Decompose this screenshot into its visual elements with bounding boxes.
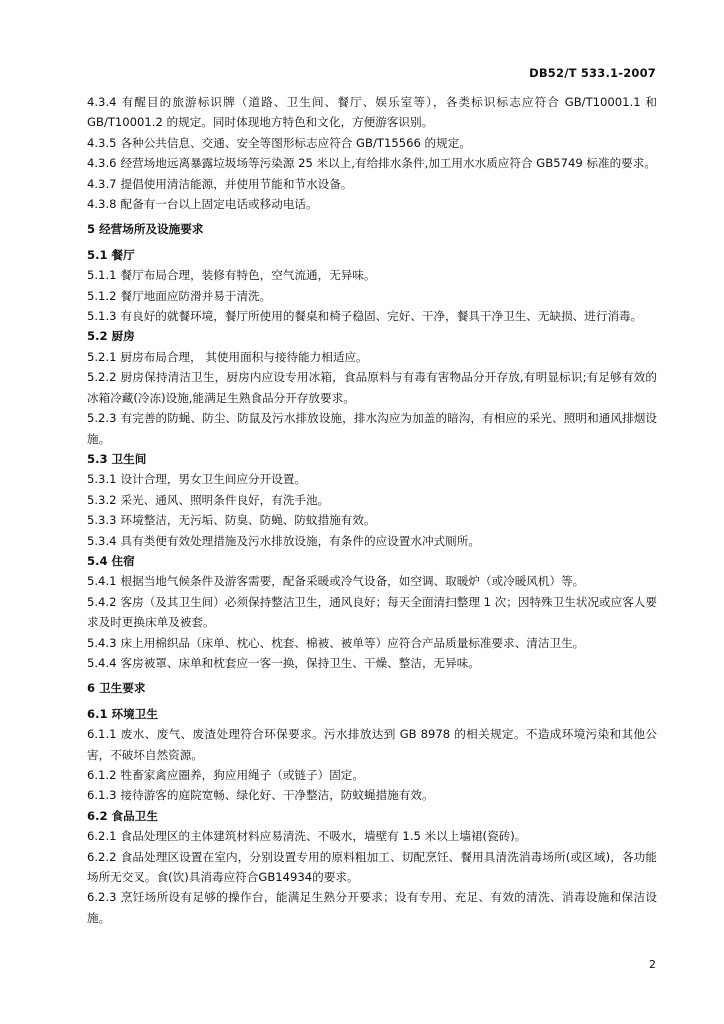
clause-paragraph — [87, 133, 657, 153]
clause-number: 4.3.5 — [87, 135, 117, 150]
clause-paragraph — [87, 653, 657, 673]
clause-number: 6.2.1 — [87, 829, 117, 844]
clause-number: 5.1.3 — [87, 309, 117, 324]
clause-number: 5.3.2 — [87, 492, 117, 507]
clause-text: 食品卫生 — [111, 808, 158, 823]
clause-number: 6 — [87, 681, 96, 696]
clause-number: 5.3.3 — [87, 513, 117, 528]
clause-number: 5.1.1 — [87, 268, 117, 283]
clause-paragraph — [87, 306, 657, 326]
subsection-heading — [87, 326, 657, 346]
clause-text: 餐厅布局合理，装修有特色，空气流通，无异味。 — [120, 268, 376, 283]
clause-number: 5.4.4 — [87, 655, 117, 670]
clause-text: 牲畜家禽应圈养，狗应用绳子（或链子）固定。 — [120, 768, 364, 782]
clause-paragraph — [87, 826, 657, 846]
clause-number: 5 — [87, 222, 96, 237]
section-heading — [87, 678, 657, 698]
clause-text: 厨房布局合理， 其使用面积与接待能力相适应。 — [120, 349, 368, 364]
clause-number: 4.3.4 — [87, 95, 117, 109]
subsection-heading — [87, 245, 657, 265]
clause-text: 各种公共信息、交通、安全等图形标志应符合 GB/T15566 的规定。 — [120, 135, 471, 150]
clause-number: 5.4.2 — [87, 594, 117, 609]
page-number: 2 — [649, 958, 656, 971]
section-heading — [87, 219, 657, 239]
clause-number: 6.1.2 — [87, 768, 117, 782]
clause-paragraph — [87, 490, 657, 510]
standard-code: DB52/T 533.1-2007 — [529, 66, 656, 80]
clause-number: 6.1.3 — [87, 788, 117, 803]
clause-number: 5.2 — [87, 329, 108, 344]
clause-text: 有完善的防蝇、防尘、防鼠及污水排放设施，排水沟应为加盖的暗沟，有相应的采光、照明和通风排烟设施。 — [87, 411, 657, 446]
clause-number: 5.4 — [87, 553, 108, 568]
clause-paragraph — [87, 194, 657, 214]
clause-text: 经营场所及设施要求 — [99, 222, 204, 237]
clause-text: 废水、废气、废渣处理符合环保要求。污水排放达到 GB 8978 的相关规定。不造成环境污染和其他公害，不破坏自然资源。 — [87, 727, 657, 762]
clause-number: 6.2.3 — [87, 890, 117, 905]
subsection-heading — [87, 449, 657, 469]
clause-text: 食品处理区设置在室内，分别设置专用的原料粗加工、切配烹饪、餐用具清洗消毒场所(或区域)，各功能场所无交叉。食(饮)具消毒应符合GB14934的要求。 — [87, 849, 657, 885]
clause-number: 5.4.1 — [87, 574, 117, 589]
clause-text: 有良好的就餐环境，餐厅所使用的餐桌和椅子稳固、完好、干净，餐具干净卫生、无缺损、进行消毒。 — [120, 309, 643, 324]
clause-number: 5.3 — [87, 451, 108, 466]
clause-number: 6.2 — [87, 808, 108, 823]
clause-paragraph — [87, 408, 657, 449]
clause-paragraph — [87, 347, 657, 367]
clause-number: 5.3.1 — [87, 472, 117, 487]
clause-number: 4.3.7 — [87, 176, 117, 191]
clause-paragraph — [87, 265, 657, 285]
clause-number: 5.2.1 — [87, 349, 117, 364]
clause-text: 餐厅地面应防滑并易于清洗。 — [120, 288, 272, 303]
clause-number: 5.1.2 — [87, 288, 117, 303]
clause-paragraph — [87, 510, 657, 530]
clause-paragraph — [87, 153, 657, 173]
clause-text: 经营场地远离暴露垃圾场等污染源 25 米以上,有给排水条件,加工用水水质应符合 GB5749 标准的要求。 — [120, 156, 656, 171]
subsection-heading — [87, 806, 657, 826]
clause-paragraph — [87, 571, 657, 591]
clause-text: 环境卫生 — [111, 706, 158, 721]
clause-text: 卫生要求 — [99, 681, 146, 696]
clause-text: 接待游客的庭院宽畅、绿化好、干净整洁，防蚊蝇措施有效。 — [120, 788, 434, 803]
clause-number: 5.1 — [87, 247, 108, 262]
clause-paragraph — [87, 724, 657, 765]
clause-paragraph — [87, 286, 657, 306]
clause-number: 5.4.3 — [87, 635, 117, 650]
clause-text: 有醒目的旅游标识牌（道路、卫生间、餐厅、娱乐室等），各类标识标志应符合 GB/T10001.1 和 GB/T10001.2 的规定。同时体现地方特色和文化，方便游客识别。 — [87, 95, 657, 130]
clause-paragraph — [87, 469, 657, 489]
clause-paragraph — [87, 174, 657, 194]
clause-paragraph — [87, 633, 657, 653]
clause-paragraph — [87, 765, 657, 785]
clause-number: 5.3.4 — [87, 533, 117, 548]
clause-number: 6.1.1 — [87, 727, 117, 742]
clause-paragraph — [87, 367, 657, 408]
clause-text: 根据当地气候条件及游客需要，配备采暖或冷气设备，如空调、取暖炉（或冷暖风机）等。 — [120, 574, 585, 589]
clause-text: 具有类便有效处理措施及污水排放设施，有条件的应设置水冲式厕所。 — [120, 533, 480, 548]
subsection-heading — [87, 551, 657, 571]
clause-text: 厨房 — [111, 329, 135, 344]
clause-number: 6.1 — [87, 706, 108, 721]
clause-paragraph — [87, 592, 657, 633]
clause-text: 设计合理，男女卫生间应分开设置。 — [120, 472, 307, 487]
clause-text: 配备有一台以上固定电话或移动电话。 — [120, 197, 318, 212]
clause-text: 卫生间 — [111, 451, 147, 466]
clause-paragraph — [87, 531, 657, 551]
clause-text: 环境整洁，无污垢、防臭、防蝇、防蚊措施有效。 — [120, 513, 376, 528]
clause-number: 4.3.8 — [87, 197, 117, 212]
clause-paragraph — [87, 92, 657, 133]
clause-text: 客房被罩、床单和枕套应一客一换，保持卫生、干燥、整洁，无异味。 — [120, 655, 480, 670]
clause-text: 提倡使用清洁能源，并使用节能和节水设备。 — [120, 176, 353, 191]
clause-paragraph — [87, 785, 657, 805]
subsection-heading — [87, 704, 657, 724]
clause-number: 5.2.2 — [87, 370, 117, 385]
clause-text: 床上用棉织品（床单、枕心、枕套、棉被、被单等）应符合产品质量标准要求、清洁卫生。 — [120, 635, 585, 650]
clause-text: 烹饪场所设有足够的操作台，能满足生熟分开要求；设有专用、充足、有效的清洗、消毒设施和保洁设施。 — [87, 890, 657, 925]
clause-number: 6.2.2 — [87, 849, 117, 864]
clause-paragraph — [87, 847, 657, 888]
clause-text: 食品处理区的主体建筑材料应易清洗、不吸水，墙壁有 1.5 米以上墙裙(瓷砖)。 — [120, 829, 527, 844]
clause-text: 住宿 — [111, 553, 135, 568]
clause-paragraph — [87, 887, 657, 928]
clause-number: 4.3.6 — [87, 156, 117, 171]
document-body — [87, 92, 657, 928]
clause-number: 5.2.3 — [87, 411, 117, 426]
clause-text: 采光、通风、照明条件良好，有洗手池。 — [120, 492, 330, 507]
clause-text: 厨房保持清洁卫生，厨房内应设专用冰箱，食品原料与有毒有害物品分开存放,有明显标识;有足够有效的冰箱冷藏(冷冻)设施,能满足生熟食品分开存放要求。 — [87, 370, 657, 405]
clause-text: 餐厅 — [111, 247, 135, 262]
clause-text: 客房（及其卫生间）必须保持整洁卫生，通风良好；每天全面清扫整理 1 次；因特殊卫生状况或应客人要求及时更换床单及被套。 — [87, 594, 657, 630]
